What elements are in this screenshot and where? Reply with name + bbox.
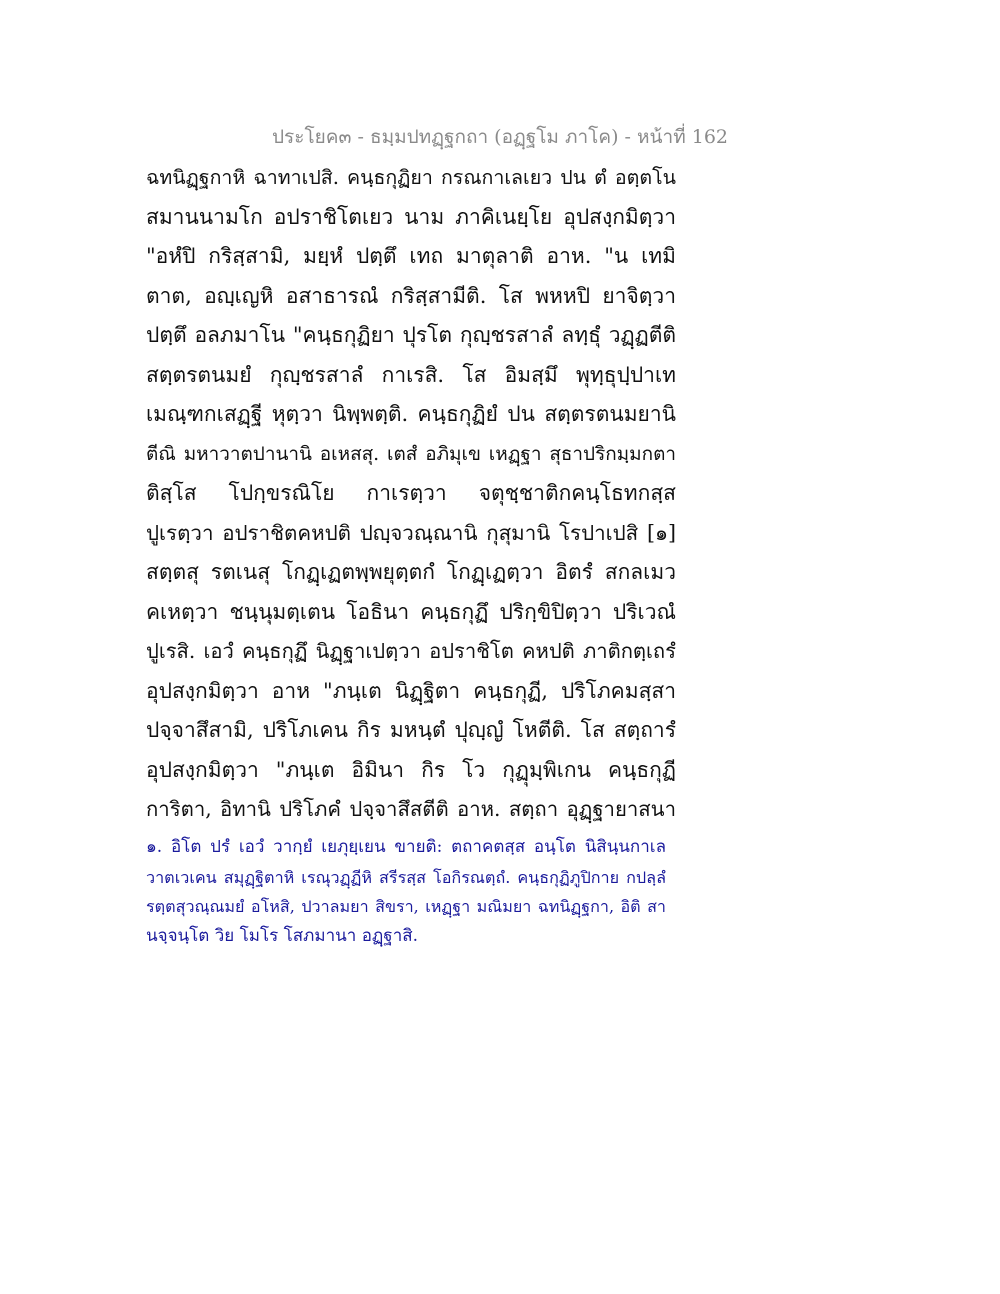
body-line: เมณฺฑกเสฏฺฐี หุตฺวา นิพฺพตฺติ. คนฺธกุฏิยํ ปน สตฺตรตนมยานิ: [146, 402, 676, 426]
body-text: [146, 158, 676, 830]
body-line: ปูเรสิ. เอวํ คนฺธกุฏึ นิฏฺฐาเปตฺวา อปราชิโต คหปติ ภาติกตฺเถรํ: [146, 639, 676, 663]
body-line: ตีณิ มหาวาตปานานิ อเหสสุ. เตสํ อภิมุเข เหฏฺฐา สุธาปริกมฺมกตา: [146, 442, 676, 465]
footnote-line: รตฺตสุวณฺณมยํ อโหสิ, ปวาลมยา สิขรา, เหฏฺฐา มณิมยา ฉทนิฏฺฐกา, อิติ สา: [146, 897, 666, 916]
body-line: ตาต, อญฺเญหิ อสาธารณํ กริสฺสามีติ. โส พหหปิ ยาจิตฺวา: [146, 283, 676, 308]
body-line: "อหํปิ กริสฺสามิ, มยฺหํ ปตฺตึ เทถ มาตุลาติ อาห. "น เทมิ: [146, 244, 676, 268]
body-line: ติสฺโส โปกฺขรณิโย กาเรตฺวา จตุชฺชาติกคนฺโธทกสฺส: [146, 481, 676, 505]
footnotes: [146, 833, 666, 951]
running-head: ประโยค๓ - ธมฺมปทฏฺฐกถา (อฏฺฐโม ภาโค) - หน้าที่ 162: [271, 126, 729, 148]
footnote-line: วาตเวเคน สมุฏฺฐิตาหิ เรณุวฏฺฏีหิ สรีรสฺส โอกิรณตฺถํ. คนฺธกุฏิภูปิกาย กปลฺลํ: [146, 867, 666, 887]
body-line: คเหตฺวา ชนฺนุมตฺเตน โอธินา คนฺธกุฏึ ปริกฺขิปิตฺวา ปริเวณํ: [146, 599, 676, 624]
page-header: [0, 122, 1000, 152]
body-line: ฉทนิฏฺฐกาหิ ฉาทาเปสิ. คนฺธกุฏิยา กรณกาเลเยว ปน ตํ อตฺตโน: [146, 166, 676, 189]
body-line: ปจฺจาสึสามิ, ปริโภเคน กิร มหนฺตํ ปุญฺญํ โหตีติ. โส สตฺถารํ: [146, 718, 676, 742]
body-line: สมานนามโก อปราชิโตเยว นาม ภาคิเนยฺโย อุปสงฺกมิตฺวา: [146, 204, 676, 229]
footnote-line: นจฺจนฺโต วิย โมโร โสภมานา อฏฺฐาสิ.: [146, 925, 419, 946]
body-line: การิตา, อิทานิ ปริโภคํ ปจฺจาสึสตีติ อาห. สตฺถา อุฏฺฐายาสนา: [146, 797, 676, 821]
footnote-line: ๑. อิโต ปรํ เอวํ วากฺยํ เยภุยฺเยน ขายติ: ตถาคตสฺส อนฺโต นิสินฺนกาเล: [146, 837, 666, 857]
body-line: สตฺตสุ รตเนสุ โกฏฺเฏตพฺพยุตฺตกํ โกฏฺเฏตฺวา อิตรํ สกลเมว: [146, 560, 676, 584]
body-line: ปูเรตฺวา อปราชิตคหปติ ปญฺจวณฺณานิ กุสุมานิ โรปาเปสิ [๑]: [146, 520, 676, 545]
body-line: ปตฺตึ อลภมาโน "คนฺธกุฏิยา ปุรโต กุญฺชรสาลํ ลทฺธุํ วฏฺฏตีติ: [146, 323, 676, 347]
body-line: สตฺตรตนมยํ กุญฺชรสาลํ กาเรสิ. โส อิมสฺมึ พุทฺธุปฺปาเท: [146, 362, 676, 387]
body-line: อุปสงฺกมิตฺวา "ภนฺเต อิมินา กิร โว กุฏุมฺพิเกน คนฺธกุฏี: [146, 757, 676, 782]
body-line: อุปสงฺกมิตฺวา อาห "ภนฺเต นิฏฺฐิตา คนฺธกุฏี, ปริโภคมสฺสา: [146, 678, 676, 703]
